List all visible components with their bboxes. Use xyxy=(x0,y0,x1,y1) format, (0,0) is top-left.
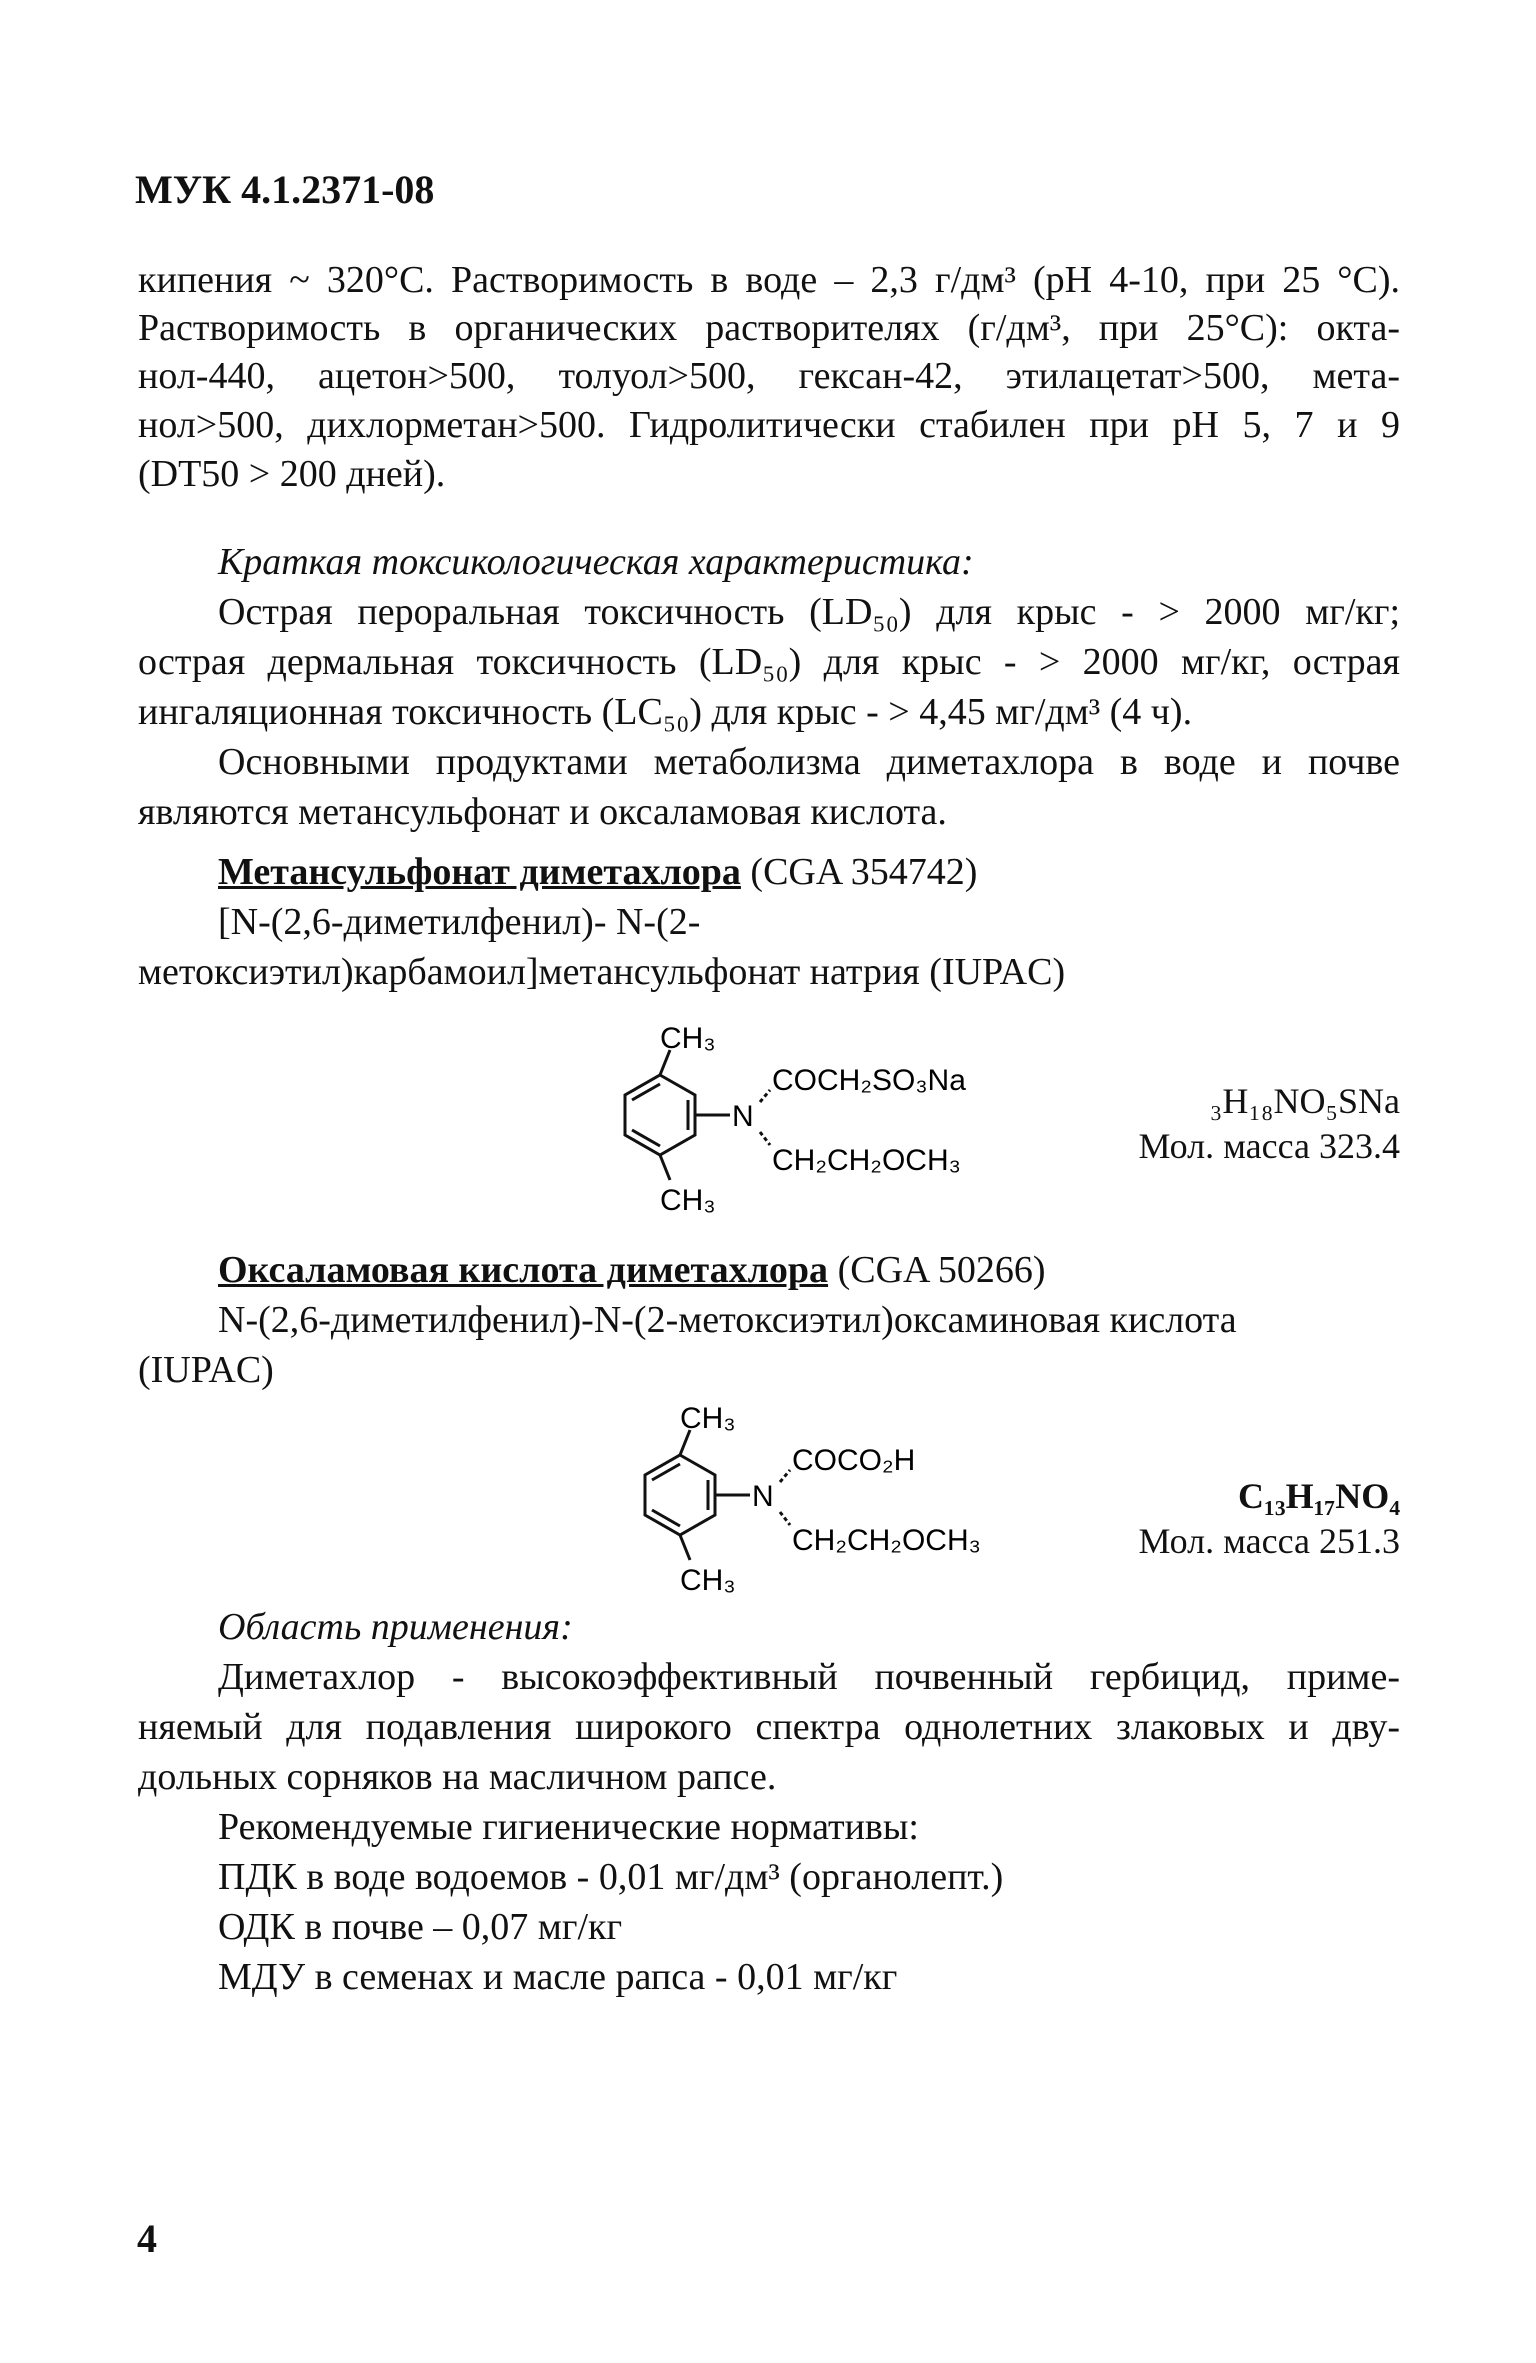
para1-line-1: кипения ~ 320°С. Растворимость в воде – 2,3 г/дм³ (рН 4-10, при 25 °С). xyxy=(138,259,1400,301)
document-header: МУК 4.1.2371-08 xyxy=(135,167,435,212)
metab-line-2: являются метансульфонат и оксаламовая кислота. xyxy=(138,791,947,833)
c1-lower-group: CH₂CH₂OCH₃ xyxy=(772,1144,961,1177)
usage-line-1: Диметахлор - высокоэффективный почвенный гербицид, приме- xyxy=(218,1656,1400,1698)
c1-bottom-methyl: CH₃ xyxy=(660,1184,716,1217)
c1-top-methyl: CH₃ xyxy=(660,1022,716,1055)
tox-line-2: острая дермальная токсичность (LD₅₀) для крыс - > 2000 мг/кг, острая xyxy=(138,641,1400,683)
compound1-heading xyxy=(218,850,977,894)
compound2-iupac-2: (IUPAC) xyxy=(138,1349,274,1391)
para1-line-5: (DT50 > 200 дней). xyxy=(138,453,446,495)
page-number: 4 xyxy=(137,2216,157,2261)
c1-n-label: N xyxy=(732,1100,754,1133)
c1-upper-group: COCH₂SO₃Na xyxy=(772,1064,966,1097)
tox-line-1: Острая пероральная токсичность (LD₅₀) для крыс - > 2000 мг/кг; xyxy=(218,591,1400,633)
para1-line-2: Растворимость в органических растворителях (г/дм³, при 25°С): окта- xyxy=(138,307,1400,349)
compound2-mass: Мол. масса 251.3 xyxy=(1138,1521,1400,1561)
usage-line-3: дольных сорняков на масличном рапсе. xyxy=(138,1756,777,1798)
c2-bottom-methyl: CH₃ xyxy=(680,1564,736,1597)
compound1-code: (CGA 354742) xyxy=(740,851,978,893)
compound1-iupac-1: [N-(2,6-диметилфенил)- N-(2- xyxy=(218,901,701,943)
usage-title: Область применения: xyxy=(218,1606,573,1648)
c2-lower-group: CH₂CH₂OCH₃ xyxy=(792,1524,981,1557)
para1-line-3: нол-440, ацетон>500, толуол>500, гексан-42, этилацетат>500, мета- xyxy=(138,355,1400,397)
compound1-mass: Мол. масса 323.4 xyxy=(1138,1126,1400,1166)
compound1-structure xyxy=(580,1020,1000,1230)
norm-2: ОДК в почве – 0,07 мг/кг xyxy=(218,1906,623,1948)
norm-3: МДУ в семенах и масле рапса - 0,01 мг/кг xyxy=(218,1956,898,1998)
c2-upper-group: COCO₂H xyxy=(792,1444,916,1477)
compound1-iupac-2: метоксиэтил)карбамоил]метансульфонат натрия (IUPAC) xyxy=(138,951,1066,993)
compound2-formula: C₁₃H₁₇NO₄ xyxy=(1238,1476,1400,1516)
compound2-structure xyxy=(600,1400,1020,1610)
compound1-name: Метансульфонат диметахлора xyxy=(218,851,741,893)
metab-line-1: Основными продуктами метаболизма диметахлора в воде и почве xyxy=(218,741,1400,783)
compound2-code: (CGA 50266) xyxy=(828,1249,1046,1291)
tox-title: Краткая токсикологическая характеристика: xyxy=(218,541,974,583)
compound1-formula: ₃H₁₈NO₅SNa xyxy=(1209,1081,1400,1121)
norm-1: ПДК в воде водоемов - 0,01 мг/дм³ (органолепт.) xyxy=(218,1856,1004,1898)
usage-line-2: няемый для подавления широкого спектра однолетних злаковых и дву- xyxy=(138,1706,1400,1748)
compound2-heading xyxy=(218,1248,1046,1292)
compound2-name: Оксаламовая кислота диметахлора xyxy=(218,1249,829,1291)
norms-title: Рекомендуемые гигиенические нормативы: xyxy=(218,1806,919,1848)
c2-top-methyl: CH₃ xyxy=(680,1402,736,1435)
tox-line-3: ингаляционная токсичность (LC₅₀) для крыс - > 4,45 мг/дм³ (4 ч). xyxy=(138,691,1193,733)
compound2-iupac-1: N-(2,6-диметилфенил)-N-(2-метоксиэтил)оксаминовая кислота xyxy=(218,1299,1237,1341)
c2-n-label: N xyxy=(752,1480,774,1513)
para1-line-4: нол>500, дихлорметан>500. Гидролитически стабилен при рН 5, 7 и 9 xyxy=(138,404,1400,446)
